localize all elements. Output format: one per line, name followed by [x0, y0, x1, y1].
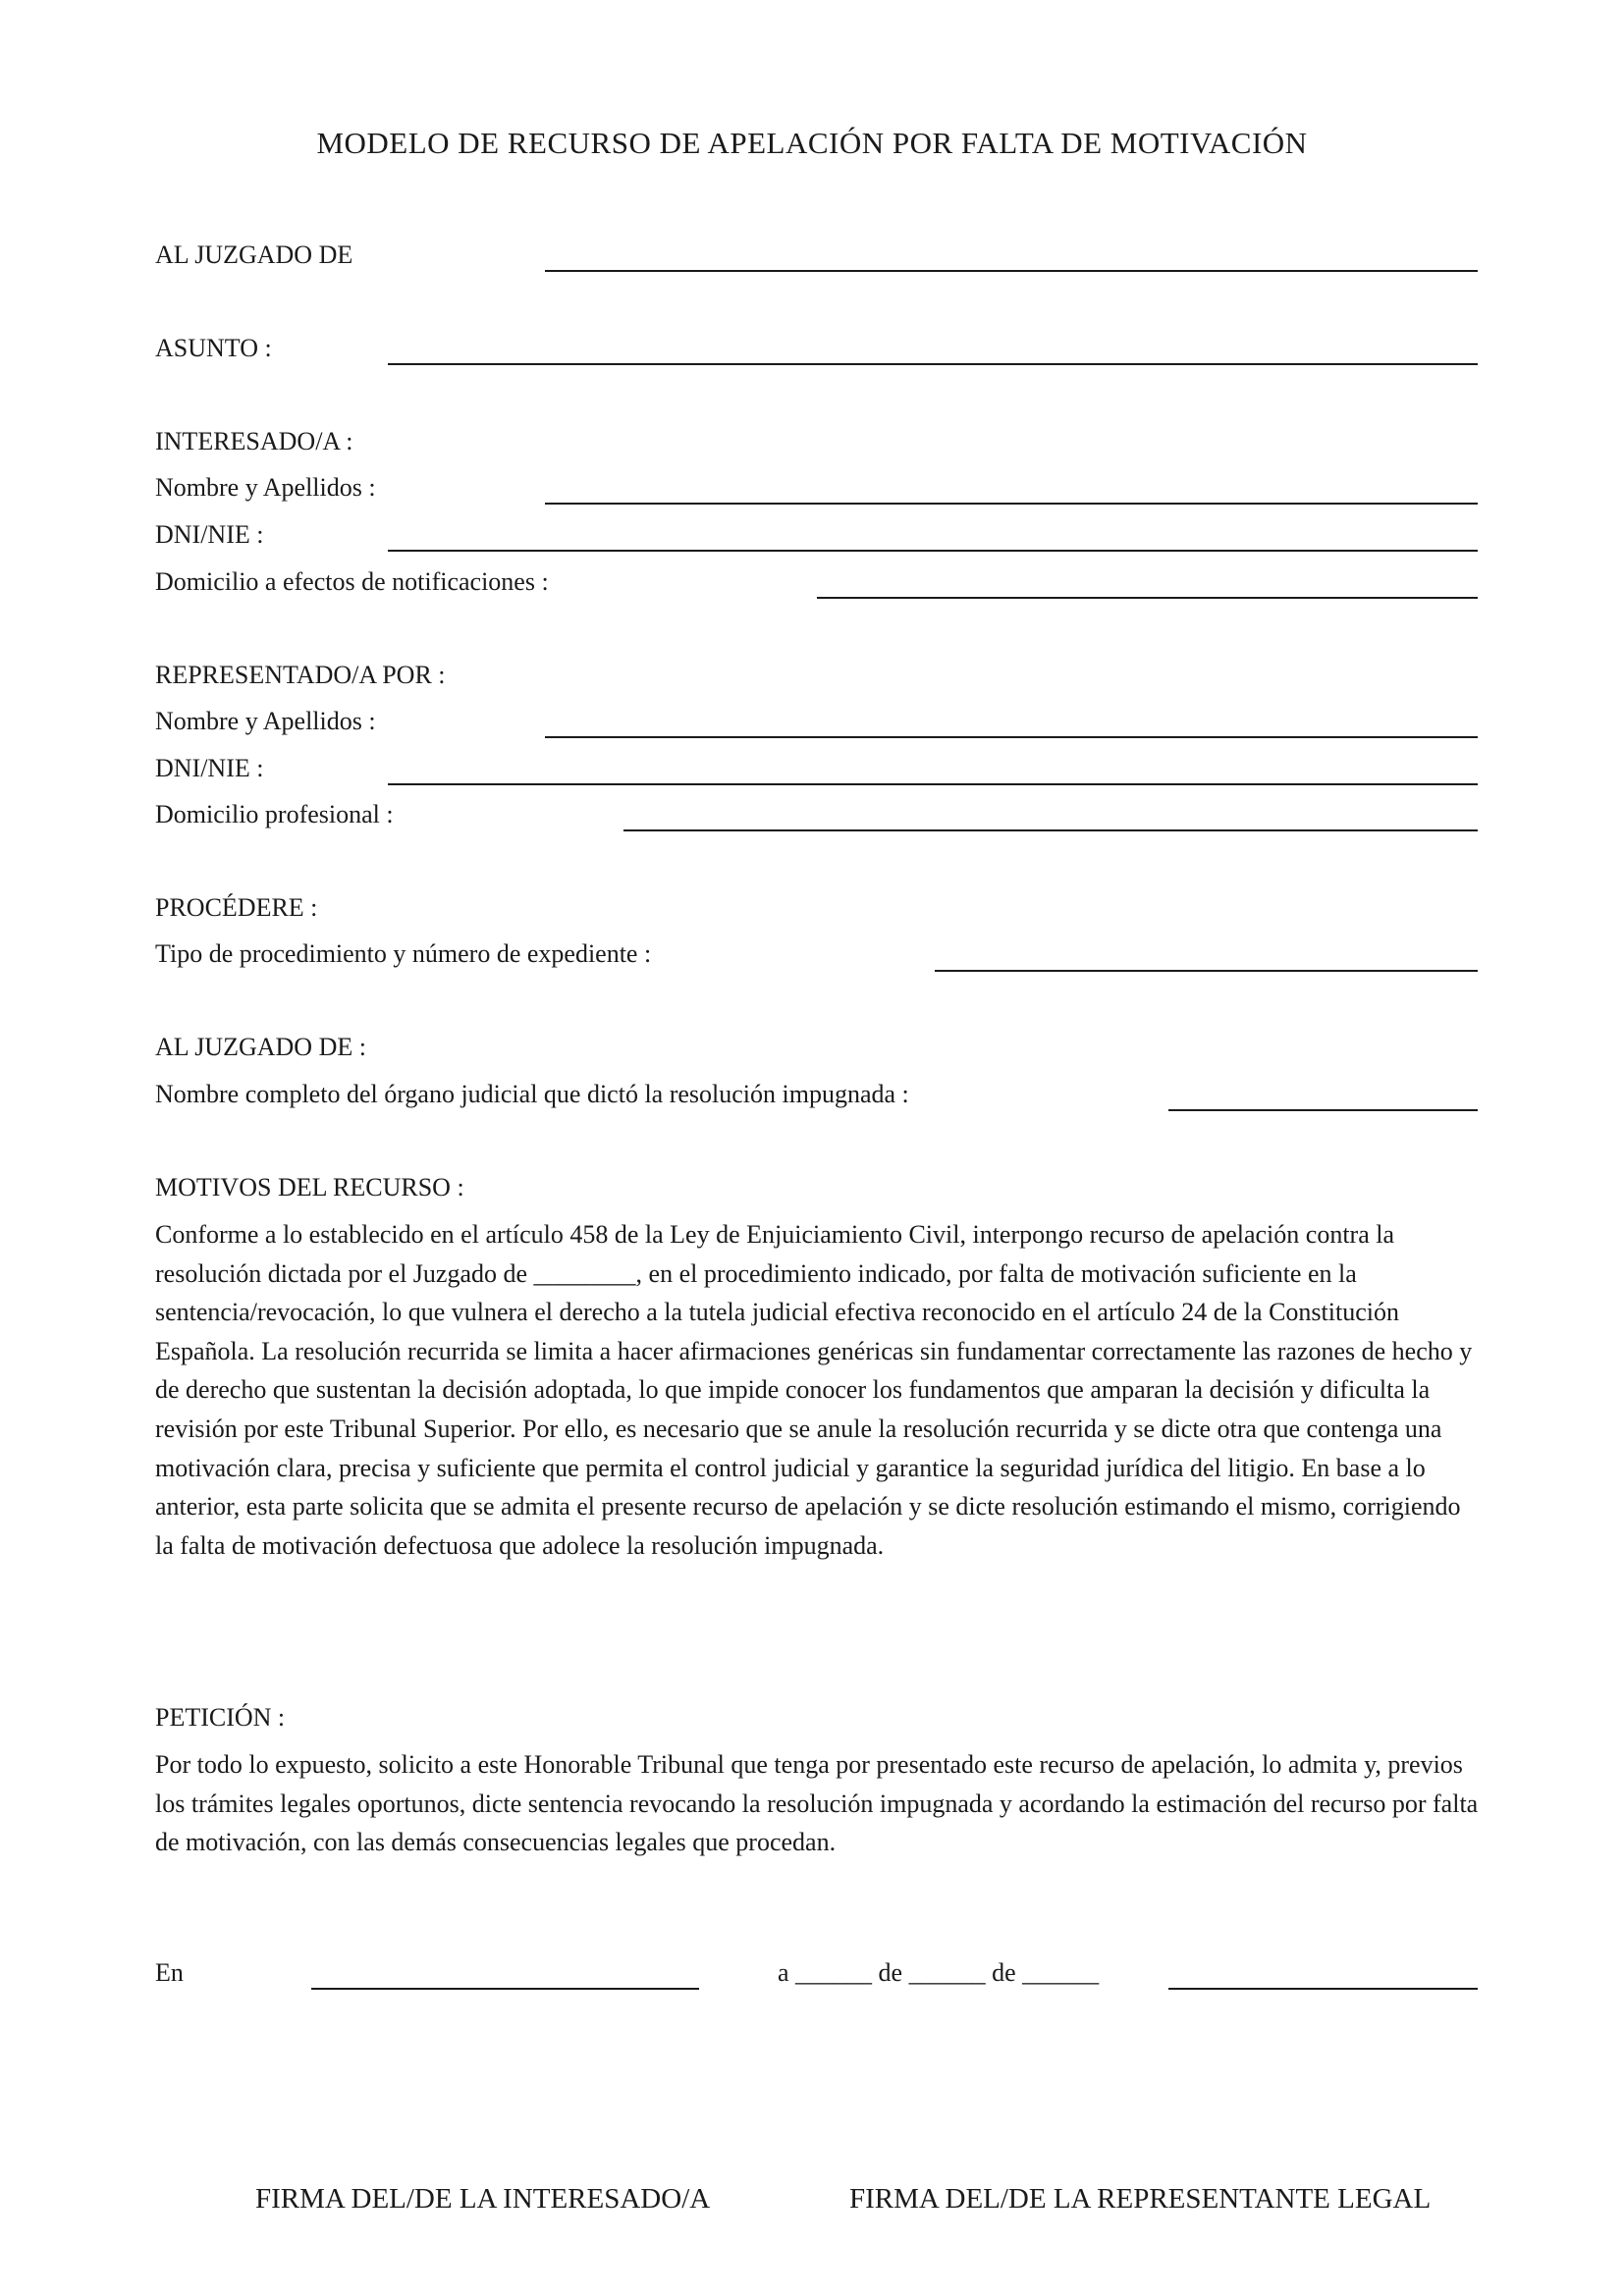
representado-dni-label: DNI/NIE : — [155, 754, 264, 782]
al-juzgado-organo-label: Nombre completo del órgano judicial que dictó la resolución impugnada : — [155, 1080, 909, 1108]
al-juzgado-heading: AL JUZGADO DE : — [155, 1033, 366, 1061]
representado-domicilio-label: Domicilio profesional : — [155, 800, 394, 828]
peticion-body: Por todo lo expuesto, solicito a este Honorable Tribunal que tenga por presentado este recurso de apelación, lo admita y, previos los trámites legales oportunos, dicte sentencia revocando la resolución impugnada y acordando la estimación del recurso por falta de motivación, con las demás consecuencias legales que procedan. — [155, 1750, 1479, 1857]
al-juzgado-organo-line[interactable] — [1168, 1109, 1478, 1111]
asunto-label: ASUNTO : — [155, 334, 272, 362]
motivos-body: Conforme a lo establecido en el artículo 458 de la Ley de Enjuiciamiento Civil, interpongo recurso de apelación contra la resolución dictada por el Juzgado de ________, en el procedimiento indicado, por falta de motivación suficiente en la sentencia/revocación, lo que vulnera el derecho a la tutela judicial efectiva reconocido en el artículo 24 de la Constitución Española. La resolución recurrida se limita a hacer afirmaciones genéricas sin fundamentar correctamente las razones de hecho y de derecho que sustentan la decisión adoptada, lo que impide conocer los fundamentos que amparan la decisión y dificulta la revisión por este Tribunal Superior. Por ello, es necesario que se anule la resolución recurrida y se dicte otra que contenga una motivación clara, precisa y suficiente que permita el control judicial y garantice la seguridad jurídica del litigio. En base a lo anterior, esta parte solicita que se admita el presente recurso de apelación y se dicte resolución estimando el mismo, corrigiendo la falta de motivación defectuosa que adolece la resolución impugnada. — [155, 1220, 1473, 1560]
representado-domicilio-line[interactable] — [623, 829, 1478, 831]
procedere-tipo-label: Tipo de procedimiento y número de expediente : — [155, 939, 652, 968]
firma-representante-label: FIRMA DEL/DE LA REPRESENTANTE LEGAL — [849, 2183, 1432, 2215]
fecha-firma-line[interactable] — [1168, 1988, 1478, 1990]
fecha-text: a ______ de ______ de ______ — [778, 1958, 1100, 1987]
representado-nombre-line[interactable] — [545, 736, 1478, 738]
interesado-nombre-line[interactable] — [545, 503, 1478, 505]
interesado-heading: INTERESADO/A : — [155, 427, 353, 455]
interesado-domicilio-label: Domicilio a efectos de notificaciones : — [155, 567, 549, 596]
procedere-tipo-line[interactable] — [935, 970, 1478, 972]
firma-interesado-label: FIRMA DEL/DE LA INTERESADO/A — [255, 2183, 711, 2215]
interesado-dni-label: DNI/NIE : — [155, 520, 264, 549]
juzgado-field-line[interactable] — [545, 270, 1478, 272]
interesado-domicilio-line[interactable] — [817, 597, 1478, 599]
interesado-dni-line[interactable] — [388, 550, 1478, 552]
document-title: MODELO DE RECURSO DE APELACIÓN POR FALTA DE MOTIVACIÓN — [316, 126, 1308, 160]
asunto-field-line[interactable] — [388, 363, 1478, 365]
interesado-nombre-label: Nombre y Apellidos : — [155, 473, 376, 502]
peticion-heading: PETICIÓN : — [155, 1703, 286, 1732]
motivos-heading: MOTIVOS DEL RECURSO : — [155, 1173, 464, 1201]
representado-nombre-label: Nombre y Apellidos : — [155, 707, 376, 735]
representado-heading: REPRESENTADO/A POR : — [155, 661, 446, 689]
fecha-lugar-line[interactable] — [311, 1988, 699, 1990]
procedere-heading: PROCÉDERE : — [155, 893, 318, 922]
fecha-en-label: En — [155, 1958, 184, 1987]
juzgado-label: AL JUZGADO DE — [155, 240, 353, 269]
representado-dni-line[interactable] — [388, 783, 1478, 785]
